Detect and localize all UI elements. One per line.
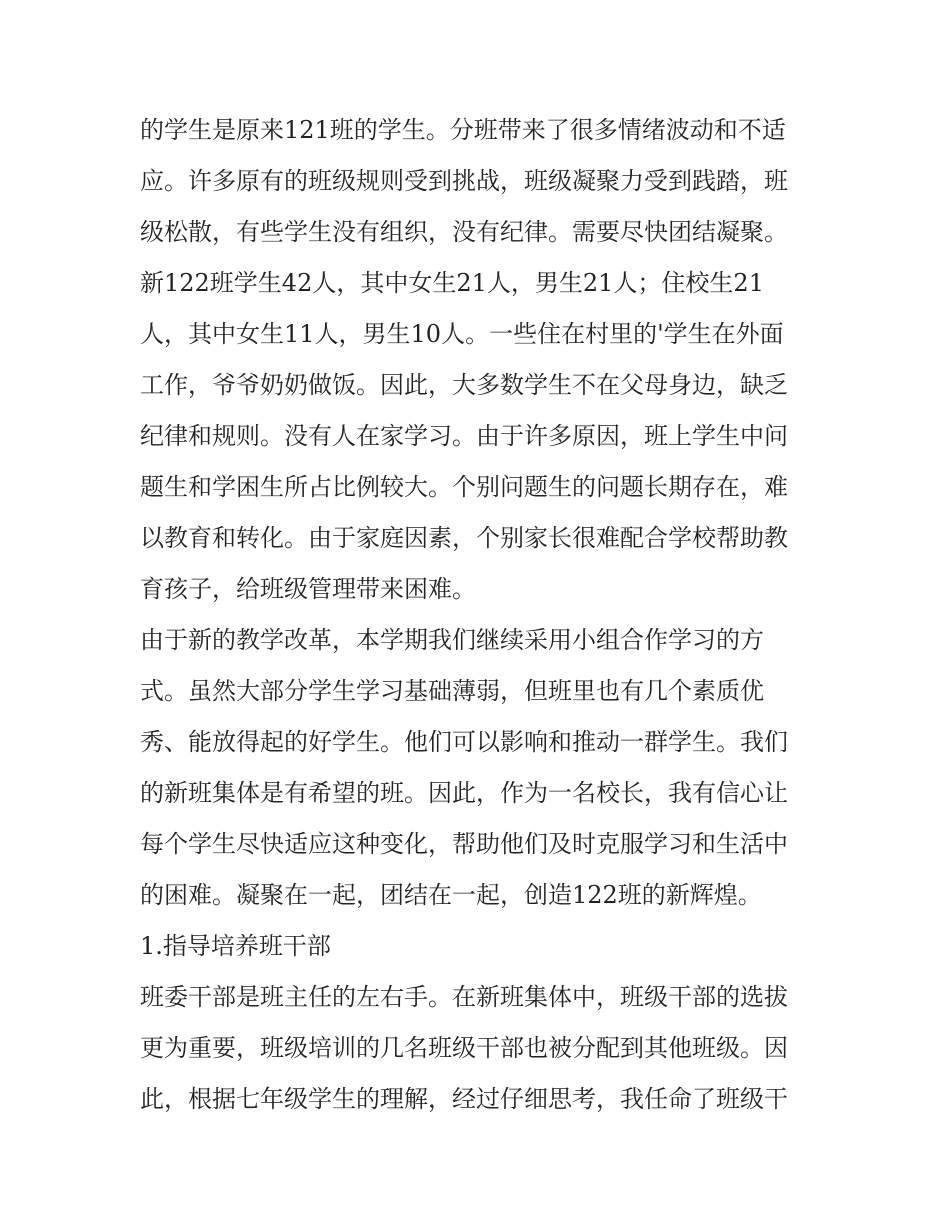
text-line: 以教育和转化。由于家庭因素，个别家长很难配合学校帮助教 — [140, 524, 788, 552]
text-line: 由于新的教学改革，本学期我们继续采用小组合作学习的方 — [140, 626, 764, 654]
document-body — [140, 105, 820, 1125]
text-line: 每个学生尽快适应这种变化，帮助他们及时克服学习和生活中 — [140, 830, 788, 858]
text-line: 更为重要，班级培训的几名班级干部也被分配到其他班级。因 — [140, 1034, 788, 1062]
text-line: 此，根据七年级学生的理解，经过仔细思考，我任命了班级干 — [140, 1085, 788, 1113]
text-line: 的学生是原来121班的学生。分班带来了很多情绪波动和不适 — [140, 116, 786, 144]
text-line: 班委干部是班主任的左右手。在新班集体中，班级干部的选拔 — [140, 983, 788, 1011]
text-line: 级松散，有些学生没有组织，没有纪律。需要尽快团结凝聚。 — [140, 218, 788, 246]
text-line: 育孩子，给班级管理带来困难。 — [140, 575, 476, 603]
text-line: 人，其中女生11人，男生10人。一些住在村里的'学生在外面 — [140, 320, 784, 348]
text-line: 式。虽然大部分学生学习基础薄弱，但班里也有几个素质优 — [140, 677, 764, 705]
text-line: 工作，爷爷奶奶做饭。因此，大多数学生不在父母身边，缺乏 — [140, 371, 788, 399]
section-heading: 1.指导培养班干部 — [140, 932, 331, 960]
text-line: 纪律和规则。没有人在家学习。由于许多原因，班上学生中问 — [140, 422, 788, 450]
text-line: 的新班集体是有希望的班。因此，作为一名校长，我有信心让 — [140, 779, 788, 807]
text-line: 题生和学困生所占比例较大。个别问题生的问题长期存在，难 — [140, 473, 788, 501]
text-line: 秀、能放得起的好学生。他们可以影响和推动一群学生。我们 — [140, 728, 788, 756]
text-line: 应。许多原有的班级规则受到挑战，班级凝聚力受到践踏，班 — [140, 167, 788, 195]
text-line: 新122班学生42人，其中女生21人，男生21人；住校生21 — [140, 269, 764, 297]
text-line: 的困难。凝聚在一起，团结在一起，创造122班的新辉煌。 — [140, 881, 762, 909]
